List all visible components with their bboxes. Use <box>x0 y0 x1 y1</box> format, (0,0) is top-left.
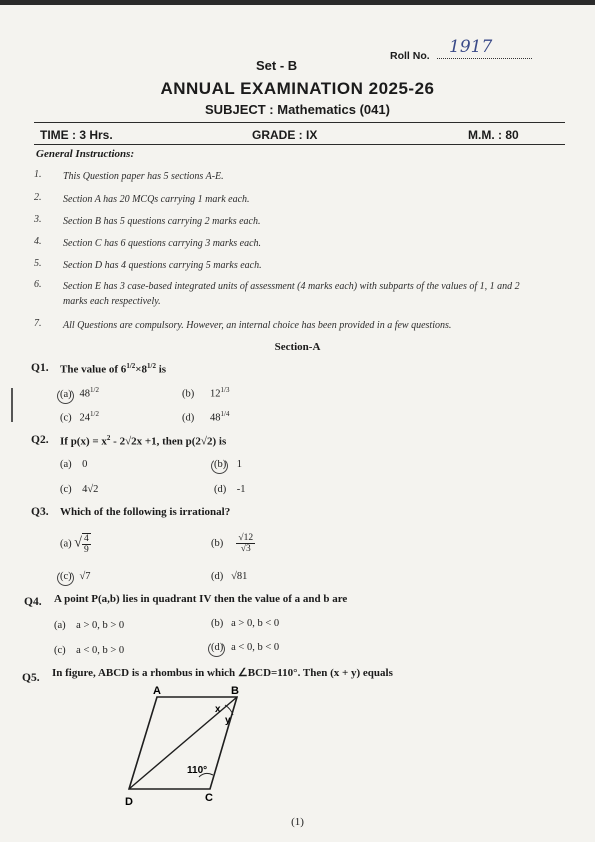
option-d: (d) -1 <box>214 484 246 495</box>
instruction-text: Section D has 4 questions carrying 5 marks each. <box>63 260 262 271</box>
exam-title: ANNUAL EXAMINATION 2025-26 <box>160 79 435 98</box>
option-a: (a) a > 0, b > 0 <box>54 620 125 631</box>
angle-y-label: y <box>225 715 231 726</box>
angle-x-label: x <box>215 704 221 715</box>
grade-label: GRADE : IX <box>252 128 318 142</box>
option-c: (c) $24^{1/2}$ <box>60 410 99 424</box>
subject-line: SUBJECT : Mathematics (041) <box>205 102 390 117</box>
question-number: Q5. <box>22 672 40 684</box>
option-c: (c) a < 0, b > 0 <box>54 645 125 656</box>
instruction-number: 7. <box>34 318 42 329</box>
option-c: (c) √7 <box>60 571 91 582</box>
instructions-heading: General Instructions: <box>36 148 135 160</box>
question-text: A point P(a,b) lies in quadrant IV then the value of a and b are <box>54 593 348 605</box>
option-a: (a) √ $\frac{4}{9}$ <box>60 534 89 555</box>
rhombus-figure <box>115 685 255 807</box>
instruction-number: 5. <box>34 258 42 269</box>
question-text: In figure, ABCD is a rhombus in which ∠BCD=110°. Then (x + y) equals <box>52 667 393 679</box>
instruction-text: Section A has 20 MCQs carrying 1 mark each. <box>63 194 250 205</box>
question-number: Q3. <box>31 506 49 518</box>
header-rule-top <box>34 122 565 123</box>
instruction-text: Section B has 5 questions carrying 2 marks each. <box>63 216 261 227</box>
option-b: (b) a > 0, b < 0 <box>211 618 280 629</box>
max-marks-label: M.M. : 80 <box>468 128 519 142</box>
vertex-a-label: A <box>153 685 161 697</box>
time-label: TIME : 3 Hrs. <box>40 128 113 142</box>
option-d: (d) $48^{1/4}$ <box>182 410 230 424</box>
instruction-number: 2. <box>34 192 42 203</box>
top-border <box>0 0 595 5</box>
vertex-b-label: B <box>231 685 239 697</box>
instruction-text: This Question paper has 5 sections A-E. <box>63 171 224 182</box>
roll-number-handwritten: 1917 <box>449 37 493 57</box>
diagonal-bd <box>129 697 237 789</box>
question-number: Q1. <box>31 362 49 374</box>
header-rule-bottom <box>34 144 565 145</box>
vertex-d-label: D <box>125 796 133 807</box>
instruction-number: 6. <box>34 279 42 290</box>
question-number: Q4. <box>24 596 42 608</box>
instruction-text: Section E has 3 case-based integrated units of assessment (4 marks each) with subparts of the values of 1, 1 and 2 marks each respectively. <box>63 281 520 307</box>
option-b: (b) $12^{1/3}$ <box>182 386 230 400</box>
roll-number-label: Roll No. <box>390 50 430 62</box>
question-text: If $p(x) = x^2 - 2√2x +1$, then p(2√2) is <box>60 434 227 448</box>
set-label: Set - B <box>256 58 298 73</box>
question-number: Q2. <box>31 434 49 446</box>
vertex-c-label: C <box>205 792 213 804</box>
instruction-number: 1. <box>34 169 42 180</box>
instruction-text: Section C has 6 questions carrying 3 marks each. <box>63 238 262 249</box>
option-a: (a) $48^{1/2}$ <box>60 386 99 400</box>
question-text: The value of $6^{1/2}\times 8^{1/2}$ is <box>60 362 167 376</box>
instruction-number: 4. <box>34 236 42 247</box>
question-text: Which of the following is irrational? <box>60 506 231 518</box>
instruction-number: 3. <box>34 214 42 225</box>
option-d: (d) a < 0, b < 0 <box>211 642 280 653</box>
margin-mark <box>11 388 13 422</box>
option-c: (c) 4√2 <box>60 484 99 495</box>
instruction-text: All Questions are compulsory. However, an internal choice has been provided in a few questions. <box>63 320 452 331</box>
option-b: (b) $\frac{√12}{√3}$ <box>211 533 254 554</box>
page-number: (1) <box>291 816 304 828</box>
option-d: (d) √81 <box>211 571 248 582</box>
option-b: (b) 1 <box>214 459 242 470</box>
angle-110-label: 110° <box>187 765 208 776</box>
section-a-heading: Section-A <box>274 341 321 353</box>
option-a: (a) 0 <box>60 459 88 470</box>
